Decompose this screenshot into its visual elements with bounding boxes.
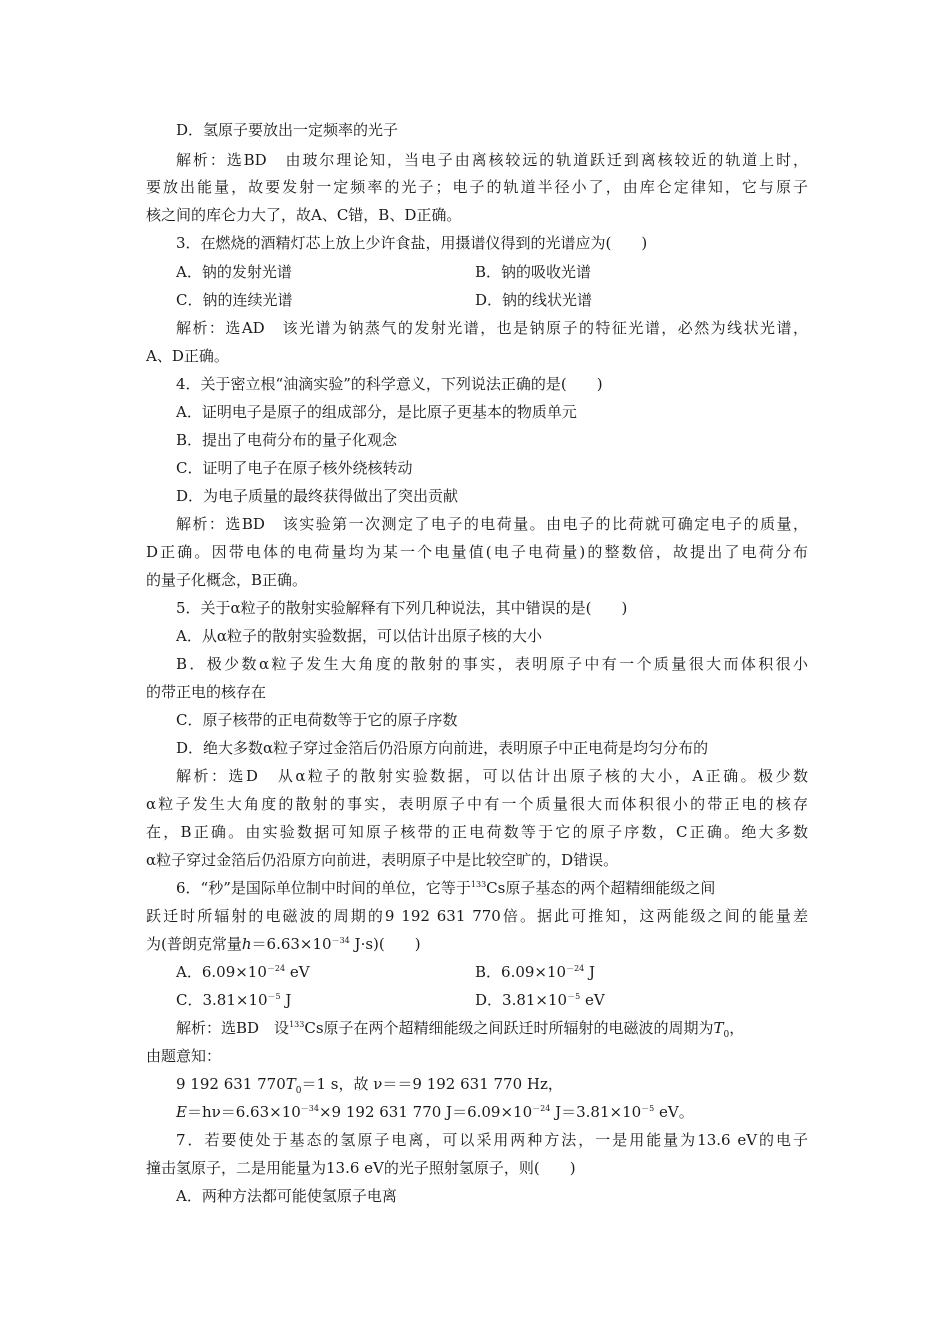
q7-stem-line-1: 7．若要使处于基态的氢原子电离，可以采用两种方法，一是用能量为13.6 eV的电子 <box>176 1131 808 1149</box>
q6-solution-line-1: 解析：选BD 设$^{133}$Cs原子在两个超精细能级之间跃迁时所辐射的电磁波的周期为$T_0$， <box>176 1019 745 1040</box>
q6-solution-line-2: 由题意知： <box>146 1047 222 1065</box>
q7-option-a: A．两种方法都可能使氢原子电离 <box>176 1187 397 1205</box>
q2-solution-line-2: 要放出能量，故要发射一定频率的光子；电子的轨道半径小了，由库仑定律知，它与原子 <box>146 178 808 196</box>
q5-option-c: C．原子核带的正电荷数等于它的原子序数 <box>176 711 458 729</box>
q3-stem: 3．在燃烧的酒精灯芯上放上少许食盐，用摄谱仪得到的光谱应为( ) <box>176 234 648 252</box>
q6-stem-line-1: 6．“秒”是国际单位制中时间的单位，它等于$^{133}$Cs原子基态的两个超精细能级之间 <box>176 879 716 897</box>
q4-stem: 4．关于密立根“油滴实验”的科学意义，下列说法正确的是( ) <box>176 375 603 393</box>
q2-option-d: D．氢原子要放出一定频率的光子 <box>176 121 399 139</box>
q4-option-d: D．为电子质量的最终获得做出了突出贡献 <box>176 487 459 505</box>
q4-solution-line-1: 解析：选BD 该实验第一次测定了电子的电荷量。由电子的比荷就可确定电子的质量， <box>176 515 808 533</box>
q5-solution-line-3: 在，B正确。由实验数据可知原子核带的正电荷数等于它的原子序数，C正确。绝大多数 <box>146 823 808 841</box>
q5-solution-line-1: 解析：选D 从α粒子的散射实验数据，可以估计出原子核的大小，A正确。极少数 <box>176 767 808 785</box>
q5-option-b-line-2: 的带正电的核存在 <box>146 683 267 701</box>
q3-option-a: A．钠的发射光谱 <box>176 263 292 281</box>
q3-option-d: D．钠的线状光谱 <box>475 291 593 309</box>
q3-solution-line-2: A、D正确。 <box>146 347 229 365</box>
q3-option-b: B．钠的吸收光谱 <box>475 263 592 281</box>
q5-option-d: D．绝大多数α粒子穿过金箔后仍沿原方向前进，表明原子中正电荷是均匀分布的 <box>176 739 709 757</box>
q6-equation-1: 9 192 631 $770T_0=1$ s，故 ν＝＝9 192 631 770 Hz， <box>176 1075 563 1096</box>
q4-solution-line-2: D正确。因带电体的电荷量均为某一个电量值(电子电荷量)的整数倍，故提出了电荷分布 <box>146 543 808 561</box>
q5-solution-line-2: α粒子发生大角度的散射的事实，表明原子中有一个质量很大而体积很小的带正电的核存 <box>146 795 808 813</box>
q5-option-b-line-1: B．极少数α粒子发生大角度的散射的事实，表明原子中有一个质量很大而体积很小 <box>176 655 808 673</box>
q5-solution-line-4: α粒子穿过金箔后仍沿原方向前进，表明原子中是比较空旷的，D错误。 <box>146 851 619 869</box>
q4-solution-line-3: 的量子化概念，B正确。 <box>146 571 308 589</box>
q6-stem-line-2: 跃迁时所辐射的电磁波的周期的9 192 631 770倍。据此可推知，这两能级之间的能量差 <box>146 907 808 925</box>
q4-option-c: C．证明了电子在原子核外绕核转动 <box>176 459 413 477</box>
q6-stem-line-3: 为(普朗克常量$h=6.63\times 10^{-34}$ J·s)( ) <box>146 935 421 953</box>
q2-solution-line-3: 核之间的库仑力大了，故A、C错，B、D正确。 <box>146 206 462 224</box>
q6-option-a: A．$6.09\times 10^{-24}$ eV <box>176 963 310 981</box>
q3-solution-line-1: 解析：选AD 该光谱为钠蒸气的发射光谱，也是钠原子的特征光谱，必然为线状光谱， <box>176 319 808 337</box>
q3-option-c: C．钠的连续光谱 <box>176 291 293 309</box>
q6-option-b: B．$6.09\times 10^{-24}$ J <box>475 963 596 981</box>
q4-option-b: B．提出了电荷分布的量子化观念 <box>176 431 398 449</box>
q7-stem-line-2: 撞击氢原子，二是用能量为13.6 eV的光子照射氢原子，则( ) <box>146 1159 576 1177</box>
q4-option-a: A．证明电子是原子的组成部分，是比原子更基本的物质单元 <box>176 403 577 421</box>
q6-equation-2: $E=h\nu=6.63\times 10^{-34}\times 9$ 192 631 770 $J=6.09\times 10^{-24}$ $J=3.81\times 10^{-5}$ eV。 <box>176 1103 694 1121</box>
q6-option-d: D．$3.81\times 10^{-5}$ eV <box>475 991 605 1009</box>
q5-stem: 5．关于α粒子的散射实验解释有下列几种说法，其中错误的是( ) <box>176 599 628 617</box>
q5-option-a: A．从α粒子的散射实验数据，可以估计出原子核的大小 <box>176 627 542 645</box>
q2-solution-line-1: 解析：选BD 由玻尔理论知，当电子由离核较远的轨道跃迁到离核较近的轨道上时， <box>176 151 808 169</box>
q6-option-c: C．$3.81\times 10^{-5}$ J <box>176 991 292 1009</box>
